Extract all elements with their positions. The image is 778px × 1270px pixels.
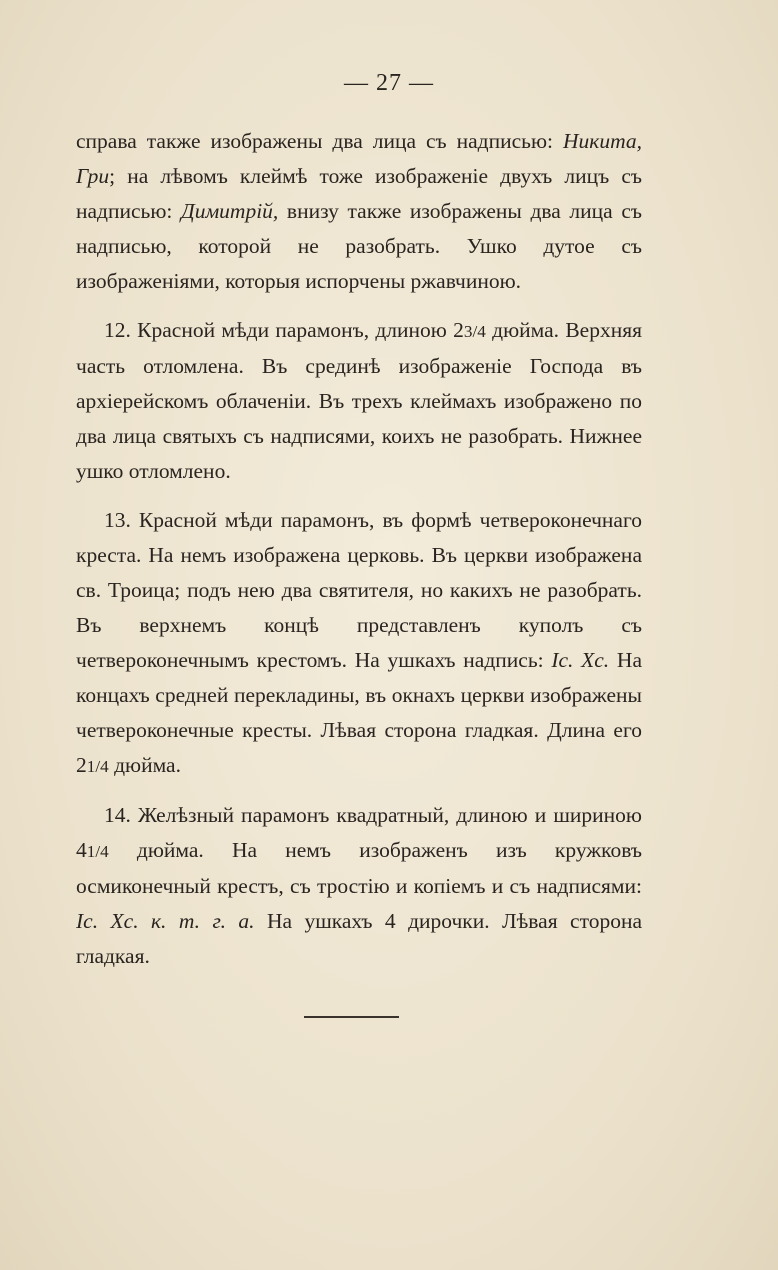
italic-text: Іс. Хс. к. т. г. а. xyxy=(76,909,255,933)
italic-text: Іс. Хс. xyxy=(551,648,610,672)
text-run: На концахъ средней перекладины, въ окнахъ церкви изображены четвероконечные кресты. Лѣвая сторона гладкая. Длина его 2 xyxy=(76,648,642,777)
italic-text: Никита, Гри xyxy=(76,129,642,188)
italic-text: Димитрій, xyxy=(181,199,279,223)
paragraph-continuation xyxy=(76,124,642,299)
text-run: дюйма. Верхняя часть отломлена. Въ срединѣ изображеніе Господа въ архіерейскомъ облаченіи. Въ трехъ клеймахъ изображено по два лица святыхъ съ надписями, коихъ не разобрать. Нижнее ушко отломлено. xyxy=(76,318,642,483)
paragraph-item-14 xyxy=(76,798,642,974)
paragraph-item-12 xyxy=(76,313,642,489)
text-run: 12. Красной мѣди парамонъ, длиною 2 xyxy=(104,318,464,342)
text-run: На ушкахъ 4 дирочки. Лѣвая сторона гладкая. xyxy=(76,909,642,968)
body-text xyxy=(76,124,642,988)
paragraph-item-13 xyxy=(76,503,642,784)
page-number: — 27 — xyxy=(344,70,434,96)
text-run: внизу также изображены два лица съ надписью, которой не разобрать. Ушко дутое съ изображеніями, которыя испорчены ржавчиною. xyxy=(76,199,642,293)
text-run: дюйма. xyxy=(108,753,181,777)
fraction: 1/4 xyxy=(86,757,109,776)
text-run: 13. Красной мѣди парамонъ, въ формѣ четвероконечнаго креста. На немъ изображена церковь. Въ церкви изображена св. Троица; подъ нею два святителя, но какихъ не разобрать. Въ верхнемъ концѣ представленъ куполъ съ четвероконечнымъ крестомъ. На ушкахъ надпись: xyxy=(76,508,642,672)
text-run: ; на лѣвомъ клеймѣ тоже изображеніе двухъ лицъ съ надписью: xyxy=(76,164,642,223)
fraction: 1/4 xyxy=(86,842,109,861)
text-run: дюйма. На немъ изображенъ изъ кружковъ осмиконечный крестъ, съ тростію и копіемъ и съ надписями: xyxy=(76,838,642,898)
section-rule xyxy=(304,1016,399,1018)
fraction: 3/4 xyxy=(463,322,486,341)
text-run: справа также изображены два лица съ надписью: xyxy=(76,129,563,153)
text-run: 14. Желѣзный парамонъ квадратный, длиною и шириною 4 xyxy=(76,803,642,862)
